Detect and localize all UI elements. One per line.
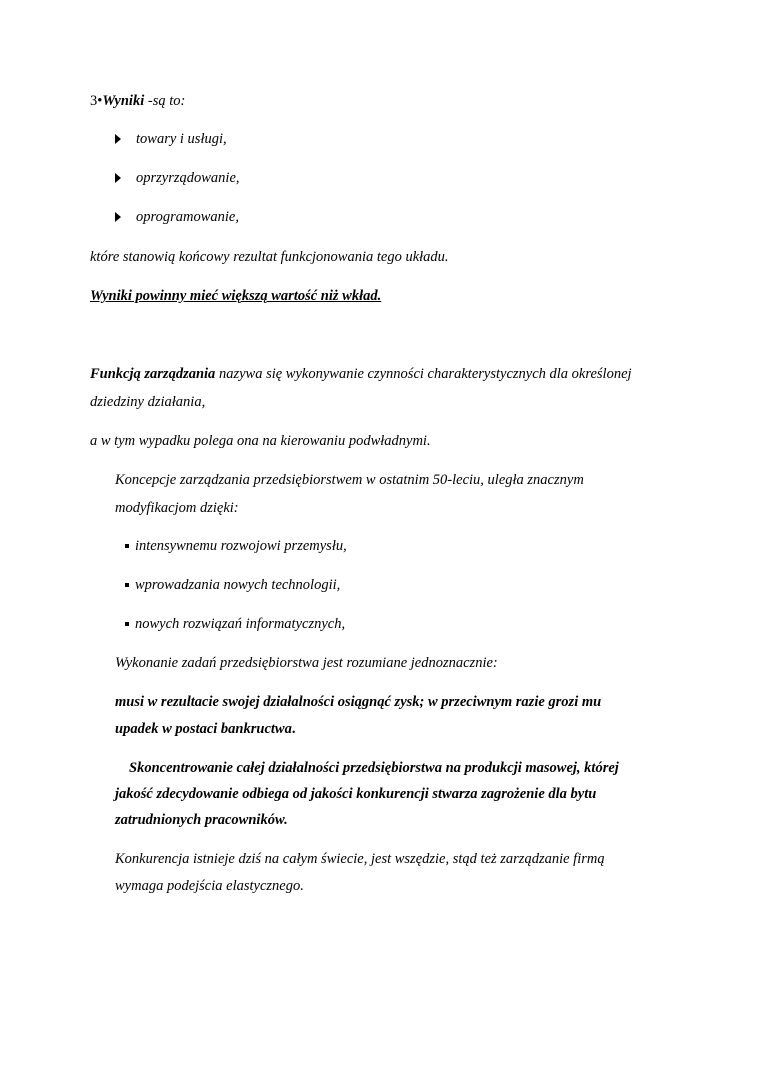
list-item: oprzyrządowanie, bbox=[136, 170, 240, 186]
tasks-intro: Wykonanie zadań przedsiębiorstwa jest rozumiane jednoznacznie: bbox=[115, 655, 498, 671]
list-item-text: intensywnemu rozwojowi przemysłu, bbox=[135, 538, 347, 554]
competition-line2: wymaga podejścia elastycznego. bbox=[115, 878, 304, 894]
list-item bbox=[125, 615, 345, 633]
competition-line1: Konkurencja istnieje dziś na całym świecie, jest wszędzie, stąd też zarządzanie firmą bbox=[115, 851, 605, 867]
function-term: Funkcją zarządzania bbox=[90, 366, 216, 382]
results-emphasis: Wyniki powinny mieć większą wartość niż wkład. bbox=[90, 288, 382, 304]
profit-line1: musi w rezultacie swojej działalności osiągnąć zysk; w przeciwnym razie grozi mu bbox=[115, 694, 602, 710]
profit-line2 bbox=[115, 720, 295, 738]
concentration-line3: zatrudnionych pracowników. bbox=[115, 812, 288, 828]
square-bullet-icon bbox=[125, 583, 129, 587]
arrow-bullet-icon bbox=[115, 134, 121, 144]
concentration-line1: Skoncentrowanie całej działalności przedsiębiorstwa na produkcji masowej, której bbox=[129, 760, 619, 776]
arrow-bullet-icon bbox=[115, 173, 121, 183]
results-conclusion: które stanowią końcowy rezultat funkcjonowania tego układu. bbox=[90, 249, 449, 265]
function-definition-line2: dziedziny działania, bbox=[90, 394, 206, 410]
list-item-text: wprowadzania nowych technologii, bbox=[135, 577, 341, 593]
arrow-bullet-icon bbox=[115, 212, 121, 222]
function-definition-rest: nazywa się wykonywanie czynności charakterystycznych dla określonej bbox=[215, 366, 632, 382]
function-line3: a w tym wypadku polega ona na kierowaniu podwładnymi. bbox=[90, 433, 431, 449]
square-bullet-icon bbox=[125, 544, 129, 548]
square-bullet-icon bbox=[125, 622, 129, 626]
section-suffix: -są to: bbox=[144, 93, 186, 109]
profit-line2-text: upadek w postaci bankructwa bbox=[115, 721, 292, 737]
concepts-line1: Koncepcje zarządzania przedsiębiorstwem w ostatnim 50-leciu, uległa znacznym bbox=[115, 472, 584, 488]
list-item bbox=[125, 537, 347, 555]
list-item bbox=[125, 576, 340, 594]
function-definition bbox=[90, 365, 632, 383]
concentration-line2: jakość zdecydowanie odbiega od jakości konkurencji stwarza zagrożenie dla bytu bbox=[115, 786, 597, 802]
concepts-line2: modyfikacjom dzięki: bbox=[115, 500, 239, 516]
list-item-text: nowych rozwiązań informatycznych, bbox=[135, 616, 346, 632]
section-number: 3• bbox=[90, 93, 103, 109]
section-title: Wyniki bbox=[102, 93, 145, 109]
section-3-heading bbox=[90, 92, 185, 110]
profit-line2-end: . bbox=[291, 721, 296, 737]
list-item: oprogramowanie, bbox=[136, 209, 239, 225]
list-item: towary i usługi, bbox=[136, 131, 227, 147]
